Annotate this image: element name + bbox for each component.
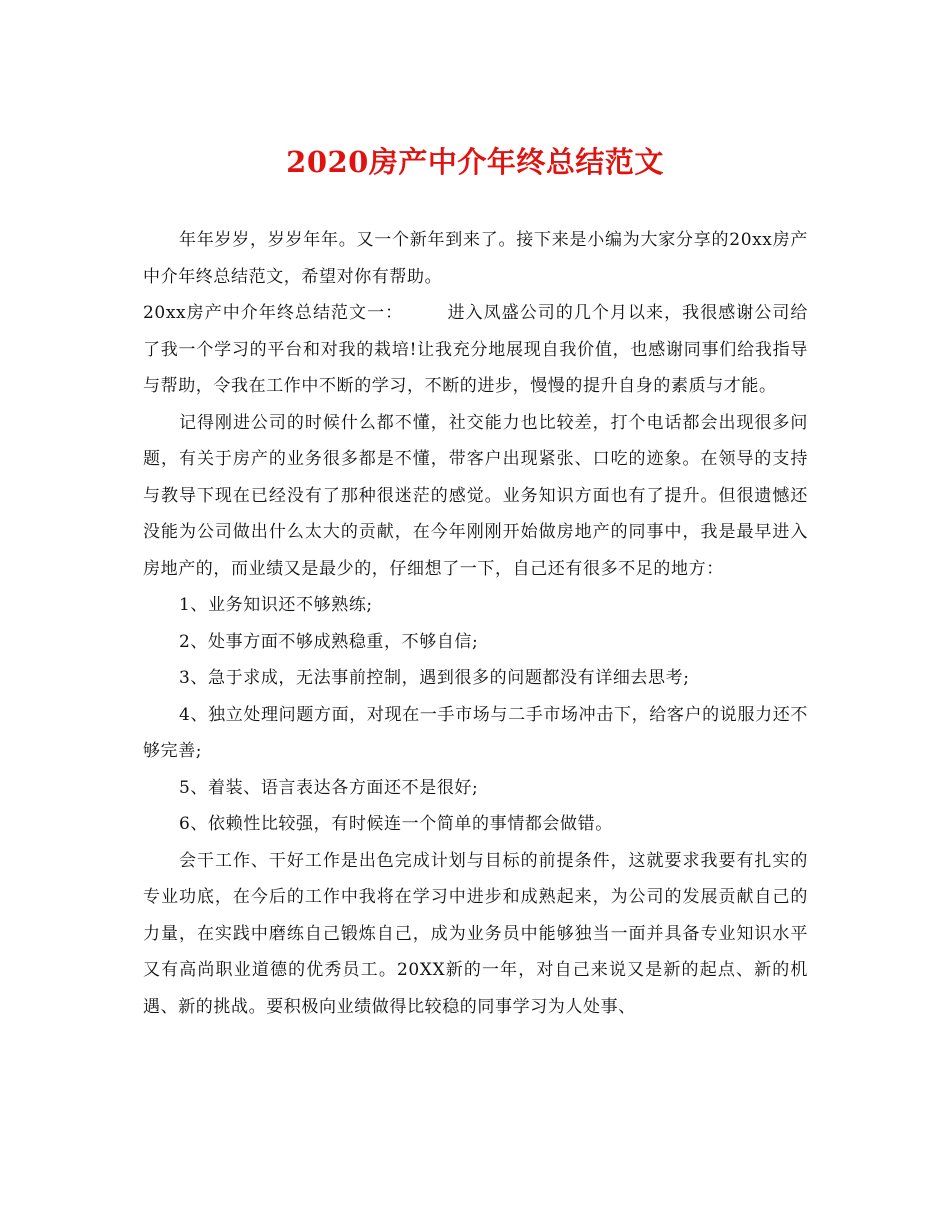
body-paragraph-3: 会干工作、干好工作是出色完成计划与目标的前提条件，这就要求我要有扎实的专业功底，在今后的工作中我将在学习中进步和成熟起来，为公司的发展贡献自己的力量，在实践中磨练自己锻炼自己，成为业务员中能够独当一面并具备专业知识水平又有高尚职业道德的优秀员工。20XX新的一年，对自己来说又是新的起点、新的机遇、新的挑战。要积极向业绩做得比较稳的同事学习为人处事、 [143,850,808,1017]
sample-paragraph [143,295,808,405]
body-paragraph-2: 记得刚进公司的时候什么都不懂，社交能力也比较差，打个电话都会出现很多问题，有关于房产的业务很多都是不懂，带客户出现紧张、口吃的迹象。在领导的支持与教导下现在已经没有了那种很迷茫的感觉。业务知识方面也有了提升。但很遗憾还没能为公司做出什么太大的贡献，在今年刚刚开始做房地产的同事中，我是最早进入房地产的，而业绩又是最少的，仔细想了一下，自己还有很多不足的地方： [143,412,808,579]
intro-paragraph: 年年岁岁，岁岁年年。又一个新年到来了。接下来是小编为大家分享的20xx房产中介年终总结范文，希望对你有帮助。 [143,230,808,287]
list-item: 3、急于求成，无法事前控制，遇到很多的问题都没有详细去思考; [179,668,690,688]
list-item: 5、着装、语言表达各方面还不是很好; [179,777,479,798]
list-item: 6、依赖性比较强，有时候连一个简单的事情都会做错。 [179,814,613,834]
document-body [143,222,808,1025]
list-item: 1、业务知识还不够熟练; [179,595,373,615]
document-title: 2020房产中介年终总结范文 [286,145,664,179]
list-item: 4、独立处理问题方面，对现在一手市场与二手市场冲击下，给客户的说服力还不够完善; [143,704,808,761]
sample-heading: 20xx房产中介年终总结范文一： [143,303,404,323]
sample-opening: 进入凤盛公司的几个月以来，我很感谢公司给了我一个学习的平台和对我的栽培!让我充分地展现自我价值，也感谢同事们给我指导与帮助，令我在工作中不断的学习，不断的进步，慢慢的提升自身的素质与才能。 [143,303,808,396]
list-item: 2、处事方面不够成熟稳重，不够自信; [179,631,479,652]
